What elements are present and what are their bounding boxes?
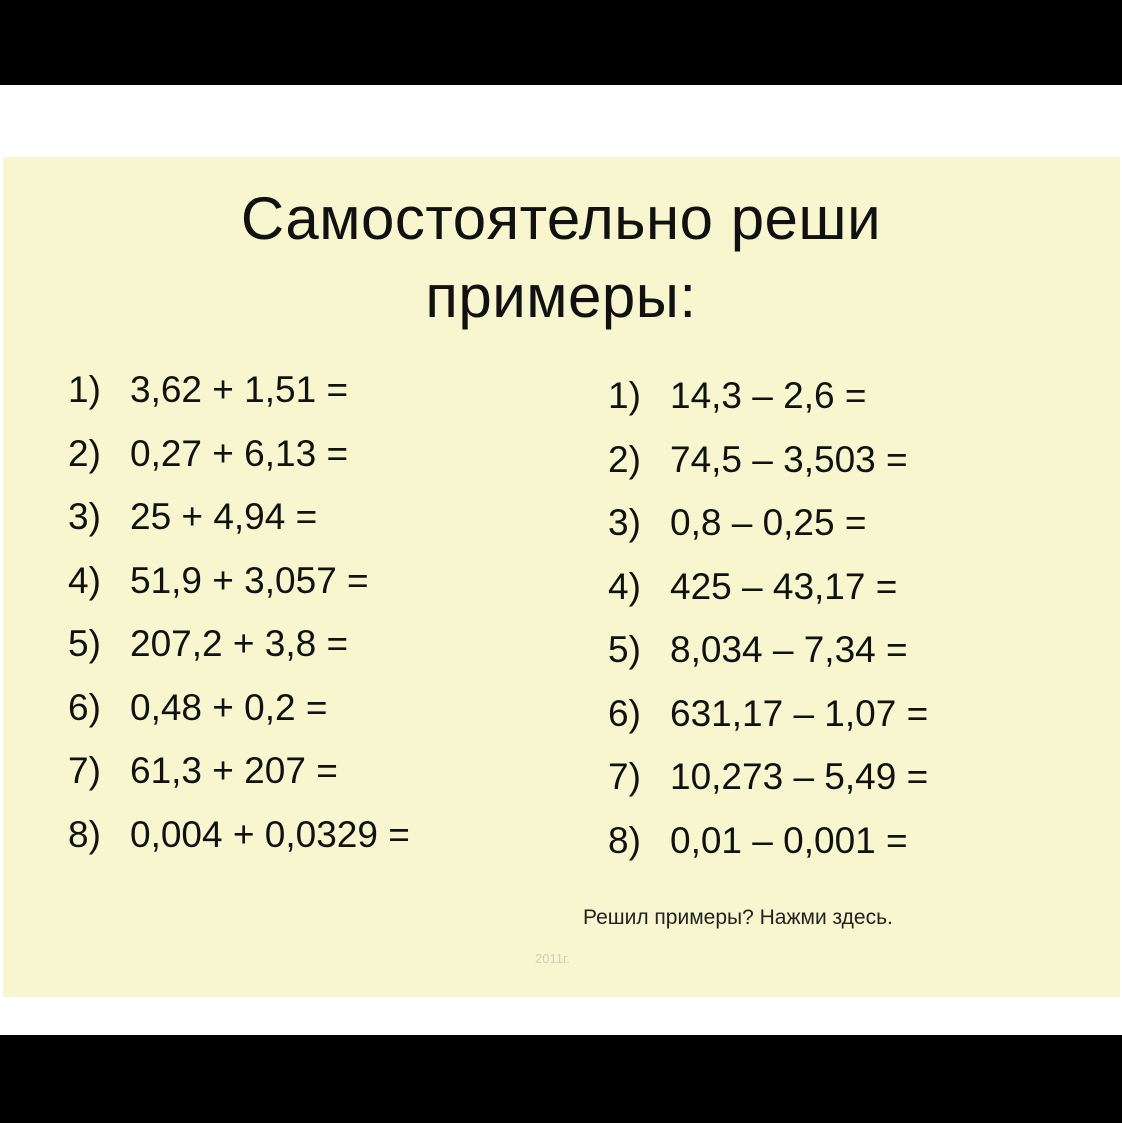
exercise-expression: 0,8 – 0,25 = [670, 502, 867, 543]
exercise-expression: 207,2 + 3,8 = [130, 623, 349, 664]
exercise-expression: 3,62 + 1,51 = [130, 369, 349, 410]
title-line-2: примеры: [425, 263, 697, 330]
exercise-item [68, 365, 410, 429]
exercise-item [68, 556, 410, 620]
exercise-item [608, 371, 928, 435]
exercise-item [608, 752, 928, 816]
exercise-item [68, 810, 410, 874]
exercise-expression: 425 – 43,17 = [670, 565, 898, 607]
solved-check-link[interactable]: Решил примеры? Нажми здесь. [583, 906, 893, 929]
exercise-expression: 0,004 + 0,0329 = [130, 813, 410, 855]
exercise-number: 8) [68, 813, 101, 855]
exercise-item [608, 625, 928, 689]
exercise-expression: 14,3 – 2,6 = [670, 375, 867, 416]
exercise-item [68, 746, 410, 810]
exercise-number: 4) [608, 565, 641, 607]
exercise-item [68, 619, 410, 683]
exercise-number: 3) [68, 496, 101, 537]
exercise-number: 2) [608, 438, 641, 480]
exercise-expression: 25 + 4,94 = [130, 496, 318, 537]
exercise-number: 3) [608, 502, 641, 543]
exercise-item [608, 689, 928, 753]
exercise-item [68, 492, 410, 556]
year-footnote: 2011г. [535, 951, 570, 966]
exercise-number: 5) [68, 623, 101, 664]
exercise-expression: 631,17 – 1,07 = [670, 692, 929, 734]
exercise-number: 2) [68, 432, 101, 474]
exercise-number: 6) [608, 692, 641, 734]
exercise-expression: 0,01 – 0,001 = [670, 819, 908, 861]
addition-exercises-list [68, 365, 410, 873]
exercise-number: 6) [68, 686, 101, 728]
bottom-black-bar [0, 1035, 1122, 1123]
exercise-item [68, 429, 410, 493]
exercise-number: 5) [608, 629, 641, 670]
exercise-item [608, 562, 928, 626]
exercise-expression: 61,3 + 207 = [130, 750, 338, 791]
title-line-1: Самостоятельно реши [240, 185, 882, 252]
exercise-number: 7) [68, 750, 101, 791]
exercise-item [608, 816, 928, 880]
exercise-number: 4) [68, 559, 101, 601]
exercise-expression: 0,27 + 6,13 = [130, 432, 349, 474]
exercise-number: 7) [608, 756, 641, 797]
slide-title [0, 180, 1122, 336]
exercise-expression: 51,9 + 3,057 = [130, 559, 369, 601]
subtraction-exercises-list [608, 371, 928, 879]
exercise-number: 1) [608, 375, 641, 416]
exercise-number: 8) [608, 819, 641, 861]
exercise-item [68, 683, 410, 747]
exercise-expression: 8,034 – 7,34 = [670, 629, 908, 670]
exercise-item [608, 435, 928, 499]
exercise-expression: 74,5 – 3,503 = [670, 438, 908, 480]
top-black-bar [0, 0, 1122, 85]
exercise-number: 1) [68, 369, 101, 410]
exercise-item [608, 498, 928, 562]
exercise-expression: 10,273 – 5,49 = [670, 756, 929, 797]
exercise-expression: 0,48 + 0,2 = [130, 686, 328, 728]
